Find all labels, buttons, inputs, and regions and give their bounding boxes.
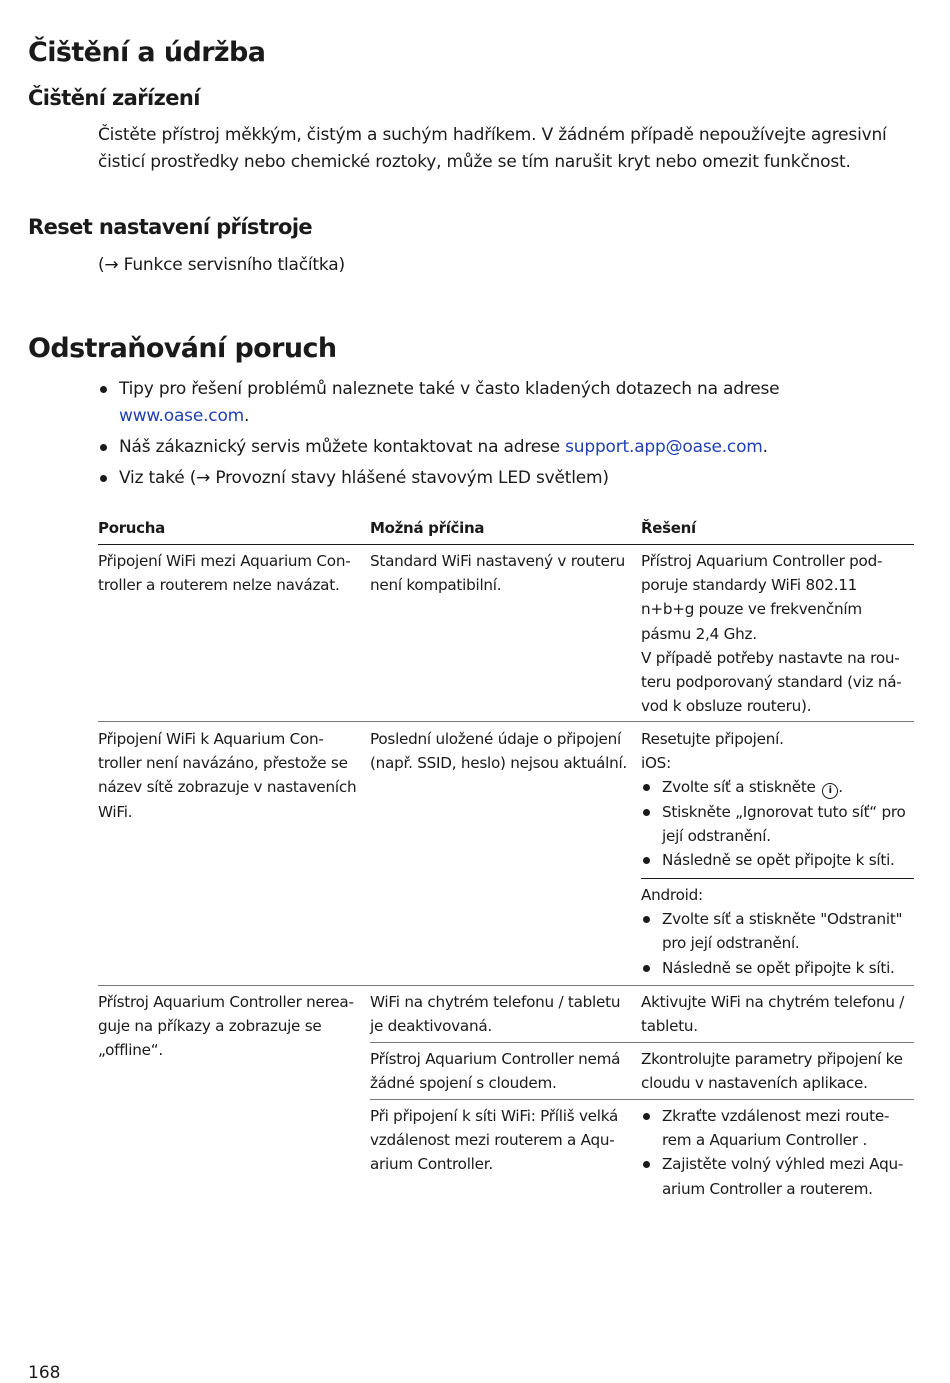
bullet-text: Náš zákaznický servis můžete kontaktovat na adrese <box>119 437 566 457</box>
list-item: Následně se opět připojte k síti. <box>641 956 911 980</box>
table-header-rule <box>98 544 914 545</box>
row3-solution3 <box>641 1104 911 1201</box>
table-header-fault: Porucha <box>98 519 165 537</box>
bullet-item <box>98 376 898 430</box>
row3-fault: Přístroj Aquarium Controller nereaguje na příkazy a zobrazuje se „offline“. <box>98 993 354 1060</box>
subheading-cleaning: Čištění zařízení <box>28 86 200 110</box>
distance-steps <box>641 1104 911 1201</box>
row2-solution-android <box>641 883 911 980</box>
row1-solution-p1: Přístroj Aquarium Controller podporuje standardy WiFi 802.11 n+b+g pouze ve frekvenčním pásmu 2,4 Ghz. <box>641 552 883 643</box>
android-steps <box>641 907 911 980</box>
android-label: Android: <box>641 886 703 904</box>
table-header-solution: Řešení <box>641 519 696 537</box>
table-header-cause: Možná příčina <box>370 519 485 537</box>
bullet-item <box>98 465 898 492</box>
cleaning-paragraph-line: Čistěte přístroj měkkým, čistým a suchým hadříkem. V žádném případě nepoužívejte agresivní <box>98 125 887 145</box>
step-text: Zvolte síť a stiskněte <box>662 778 821 797</box>
cleaning-paragraph <box>98 122 918 176</box>
info-icon: i <box>822 783 838 799</box>
list-item: Následně se opět připojte k síti. <box>641 848 911 872</box>
troubleshooting-bullets <box>98 376 898 492</box>
row2-solution-intro: Resetujte připojení. <box>641 730 784 748</box>
row-sub-divider <box>370 1099 914 1100</box>
period: . <box>762 437 768 457</box>
row3-cause2: Přístroj Aquarium Controller nemá žádné spojení s cloudem. <box>370 1050 621 1093</box>
list-item <box>641 775 911 799</box>
list-item: Zkraťte vzdálenost mezi routerem a Aquarium Controller . <box>641 1104 911 1152</box>
row3-solution2: Zkontrolujte parametry připojení ke cloudu v nastaveních aplikace. <box>641 1050 903 1093</box>
row-sub-divider <box>370 1042 914 1043</box>
solution-sub-divider <box>641 878 914 879</box>
row3-cause1: WiFi na chytrém telefonu / tabletu je deaktivovaná. <box>370 993 621 1036</box>
bullet-text: Tipy pro řešení problémů naleznete také v často kladených dotazech na adrese <box>119 379 780 399</box>
list-item: Zvolte síť a stiskněte "Odstranit" pro její odstranění. <box>641 907 911 955</box>
row1-solution <box>641 549 909 718</box>
support-email-link[interactable]: support.app@oase.com <box>565 437 763 457</box>
list-item: Stiskněte „Ignorovat tuto síť“ pro její odstranění. <box>641 800 911 848</box>
row3-solution1: Aktivujte WiFi na chytrém telefonu / tabletu. <box>641 993 905 1036</box>
ios-steps <box>641 775 911 872</box>
row3-cause3: Při připojení k síti WiFi: Příliš velká vzdálenost mezi routerem a Aquarium Controller. <box>370 1107 619 1174</box>
period: . <box>244 406 250 426</box>
bullet-text: Viz také (→ Provozní stavy hlášené stavovým LED světlem) <box>119 468 609 488</box>
row2-solution-ios <box>641 727 911 872</box>
row-divider <box>98 985 914 986</box>
row1-fault: Připojení WiFi mezi Aquarium Controller a routerem nelze navázat. <box>98 552 351 595</box>
row2-fault: Připojení WiFi k Aquarium Controller není navázáno, přestože se název sítě zobrazuje v nastaveních WiFi. <box>98 730 357 821</box>
oase-website-link[interactable]: www.oase.com <box>119 406 245 426</box>
step-text-end: . <box>838 778 843 797</box>
reset-reference: (→ Funkce servisního tlačítka) <box>98 255 345 275</box>
page-title: Čištění a údržba <box>28 37 266 68</box>
cleaning-paragraph-line: čisticí prostředky nebo chemické roztoky, může se tím narušit kryt nebo omezit funkčnost. <box>98 152 851 172</box>
ios-label: iOS: <box>641 754 671 773</box>
subheading-reset: Reset nastavení přístroje <box>28 215 313 239</box>
list-item: Zajistěte volný výhled mezi Aquarium Controller a routerem. <box>641 1152 911 1200</box>
row1-cause: Standard WiFi nastavený v routeru není kompatibilní. <box>370 552 625 595</box>
bullet-item <box>98 434 898 461</box>
row1-solution-p2: V případě potřeby nastavte na routeru podporovaný standard (viz návod k obsluze routeru). <box>641 648 902 716</box>
row-divider <box>98 721 914 722</box>
row2-cause: Poslední uložené údaje o připojení (např. SSID, heslo) nejsou aktuální. <box>370 730 627 773</box>
troubleshooting-title: Odstraňování poruch <box>28 333 337 364</box>
page-number: 168 <box>28 1363 61 1383</box>
